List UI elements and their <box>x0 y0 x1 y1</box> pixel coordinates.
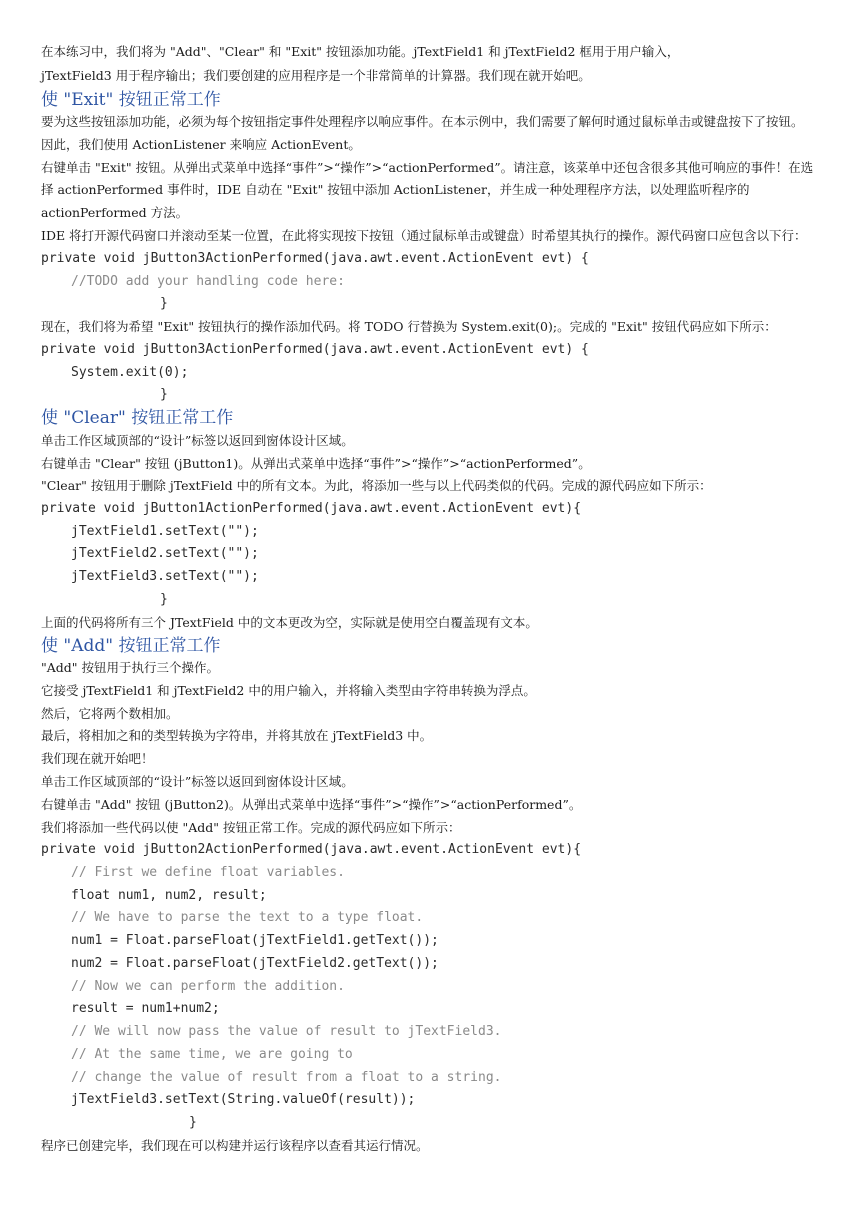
paragraph: 单击工作区域顶部的“设计”标签以返回到窗体设计区域。 <box>41 433 354 448</box>
code-comment: // We will now pass the value of result to jTextField3. <box>71 1024 502 1039</box>
paragraph: 我们将添加一些代码以使 "Add" 按钮正常工作。完成的源代码应如下所示： <box>41 820 461 835</box>
code-line: jTextField3.setText(""); <box>71 569 259 584</box>
paragraph: 然后，它将两个数相加。 <box>41 706 179 721</box>
paragraph: 右键单击 "Add" 按钮 (jButton2)。从弹出式菜单中选择“事件”>“操作”>“actionPerformed”。 <box>41 797 582 812</box>
code-line: result = num1+num2; <box>71 1001 220 1016</box>
paragraph: 因此，我们使用 ActionListener 来响应 ActionEvent。 <box>41 137 361 152</box>
paragraph: IDE 将打开源代码窗口并滚动至某一位置，在此将实现按下按钮（通过鼠标单击或键盘）时希望其执行的操作。源代码窗口应包含以下行： <box>41 228 807 243</box>
code-line: jTextField3.setText(String.valueOf(result)); <box>71 1092 416 1107</box>
paragraph: 我们现在就开始吧！ <box>41 751 154 766</box>
code-line: jTextField1.setText(""); <box>71 524 259 539</box>
code-comment: // At the same time, we are going to <box>71 1047 353 1062</box>
paragraph: 上面的代码将所有三个 JTextField 中的文本更改为空，实际就是使用空白覆盖现有文本。 <box>41 615 538 630</box>
code-line: jTextField2.setText(""); <box>71 546 259 561</box>
paragraph: "Add" 按钮用于执行三个操作。 <box>41 660 220 675</box>
heading-exit: 使 "Exit" 按钮正常工作 <box>41 90 221 110</box>
paragraph: actionPerformed 方法。 <box>41 205 189 220</box>
code-line: private void jButton3ActionPerformed(java.awt.event.ActionEvent evt) { <box>41 251 589 266</box>
code-line: System.exit(0); <box>71 365 189 380</box>
code-line: num2 = Float.parseFloat(jTextField2.getText()); <box>71 956 439 971</box>
code-comment: // First we define float variables. <box>71 865 345 880</box>
code-line: private void jButton1ActionPerformed(java.awt.event.ActionEvent evt){ <box>41 501 582 516</box>
closing-paragraph: 程序已创建完毕，我们现在可以构建并运行该程序以查看其运行情况。 <box>41 1138 429 1153</box>
code-line: } <box>160 387 168 402</box>
code-line: private void jButton3ActionPerformed(java.awt.event.ActionEvent evt) { <box>41 342 589 357</box>
paragraph: 右键单击 "Clear" 按钮 (jButton1)。从弹出式菜单中选择“事件”>“操作”>“actionPerformed”。 <box>41 456 591 471</box>
code-line: } <box>189 1115 197 1130</box>
code-line: } <box>160 296 168 311</box>
code-comment: // Now we can perform the addition. <box>71 979 345 994</box>
paragraph: 择 actionPerformed 事件时，IDE 自动在 "Exit" 按钮中添加 ActionListener，并生成一种处理程序方法，以处理监听程序的 <box>41 182 750 197</box>
code-comment: // We have to parse the text to a type float. <box>71 910 424 925</box>
paragraph: 最后，将相加之和的类型转换为字符串，并将其放在 jTextField3 中。 <box>41 728 433 743</box>
code-line: num1 = Float.parseFloat(jTextField1.getText()); <box>71 933 439 948</box>
code-comment: //TODO add your handling code here: <box>71 274 345 289</box>
intro-line-2: jTextField3 用于程序输出；我们要创建的应用程序是一个非常简单的计算器。我们现在就开始吧。 <box>41 68 591 83</box>
intro-line-1: 在本练习中，我们将为 "Add"、"Clear" 和 "Exit" 按钮添加功能。jTextField1 和 jTextField2 框用于用户输入， <box>41 44 680 59</box>
paragraph: "Clear" 按钮用于删除 jTextField 中的所有文本。为此，将添加一些与以上代码类似的代码。完成的源代码应如下所示： <box>41 478 712 493</box>
paragraph: 它接受 jTextField1 和 jTextField2 中的用户输入，并将输入类型由字符串转换为浮点。 <box>41 683 536 698</box>
heading-clear: 使 "Clear" 按钮正常工作 <box>41 408 234 428</box>
paragraph: 要为这些按钮添加功能，必须为每个按钮指定事件处理程序以响应事件。在本示例中，我们需要了解何时通过鼠标单击或键盘按下了按钮。 <box>41 114 804 129</box>
paragraph: 右键单击 "Exit" 按钮。从弹出式菜单中选择“事件”>“操作”>“actionPerformed”。请注意，该菜单中还包含很多其他可响应的事件！在选 <box>41 160 814 175</box>
code-line: } <box>160 592 168 607</box>
code-line: float num1, num2, result; <box>71 888 267 903</box>
paragraph: 单击工作区域顶部的“设计”标签以返回到窗体设计区域。 <box>41 774 354 789</box>
code-comment: // change the value of result from a float to a string. <box>71 1070 502 1085</box>
paragraph: 现在，我们将为希望 "Exit" 按钮执行的操作添加代码。将 TODO 行替换为 System.exit(0);。完成的 "Exit" 按钮代码应如下所示： <box>41 319 777 334</box>
code-line: private void jButton2ActionPerformed(java.awt.event.ActionEvent evt){ <box>41 842 582 857</box>
heading-add: 使 "Add" 按钮正常工作 <box>41 636 221 656</box>
